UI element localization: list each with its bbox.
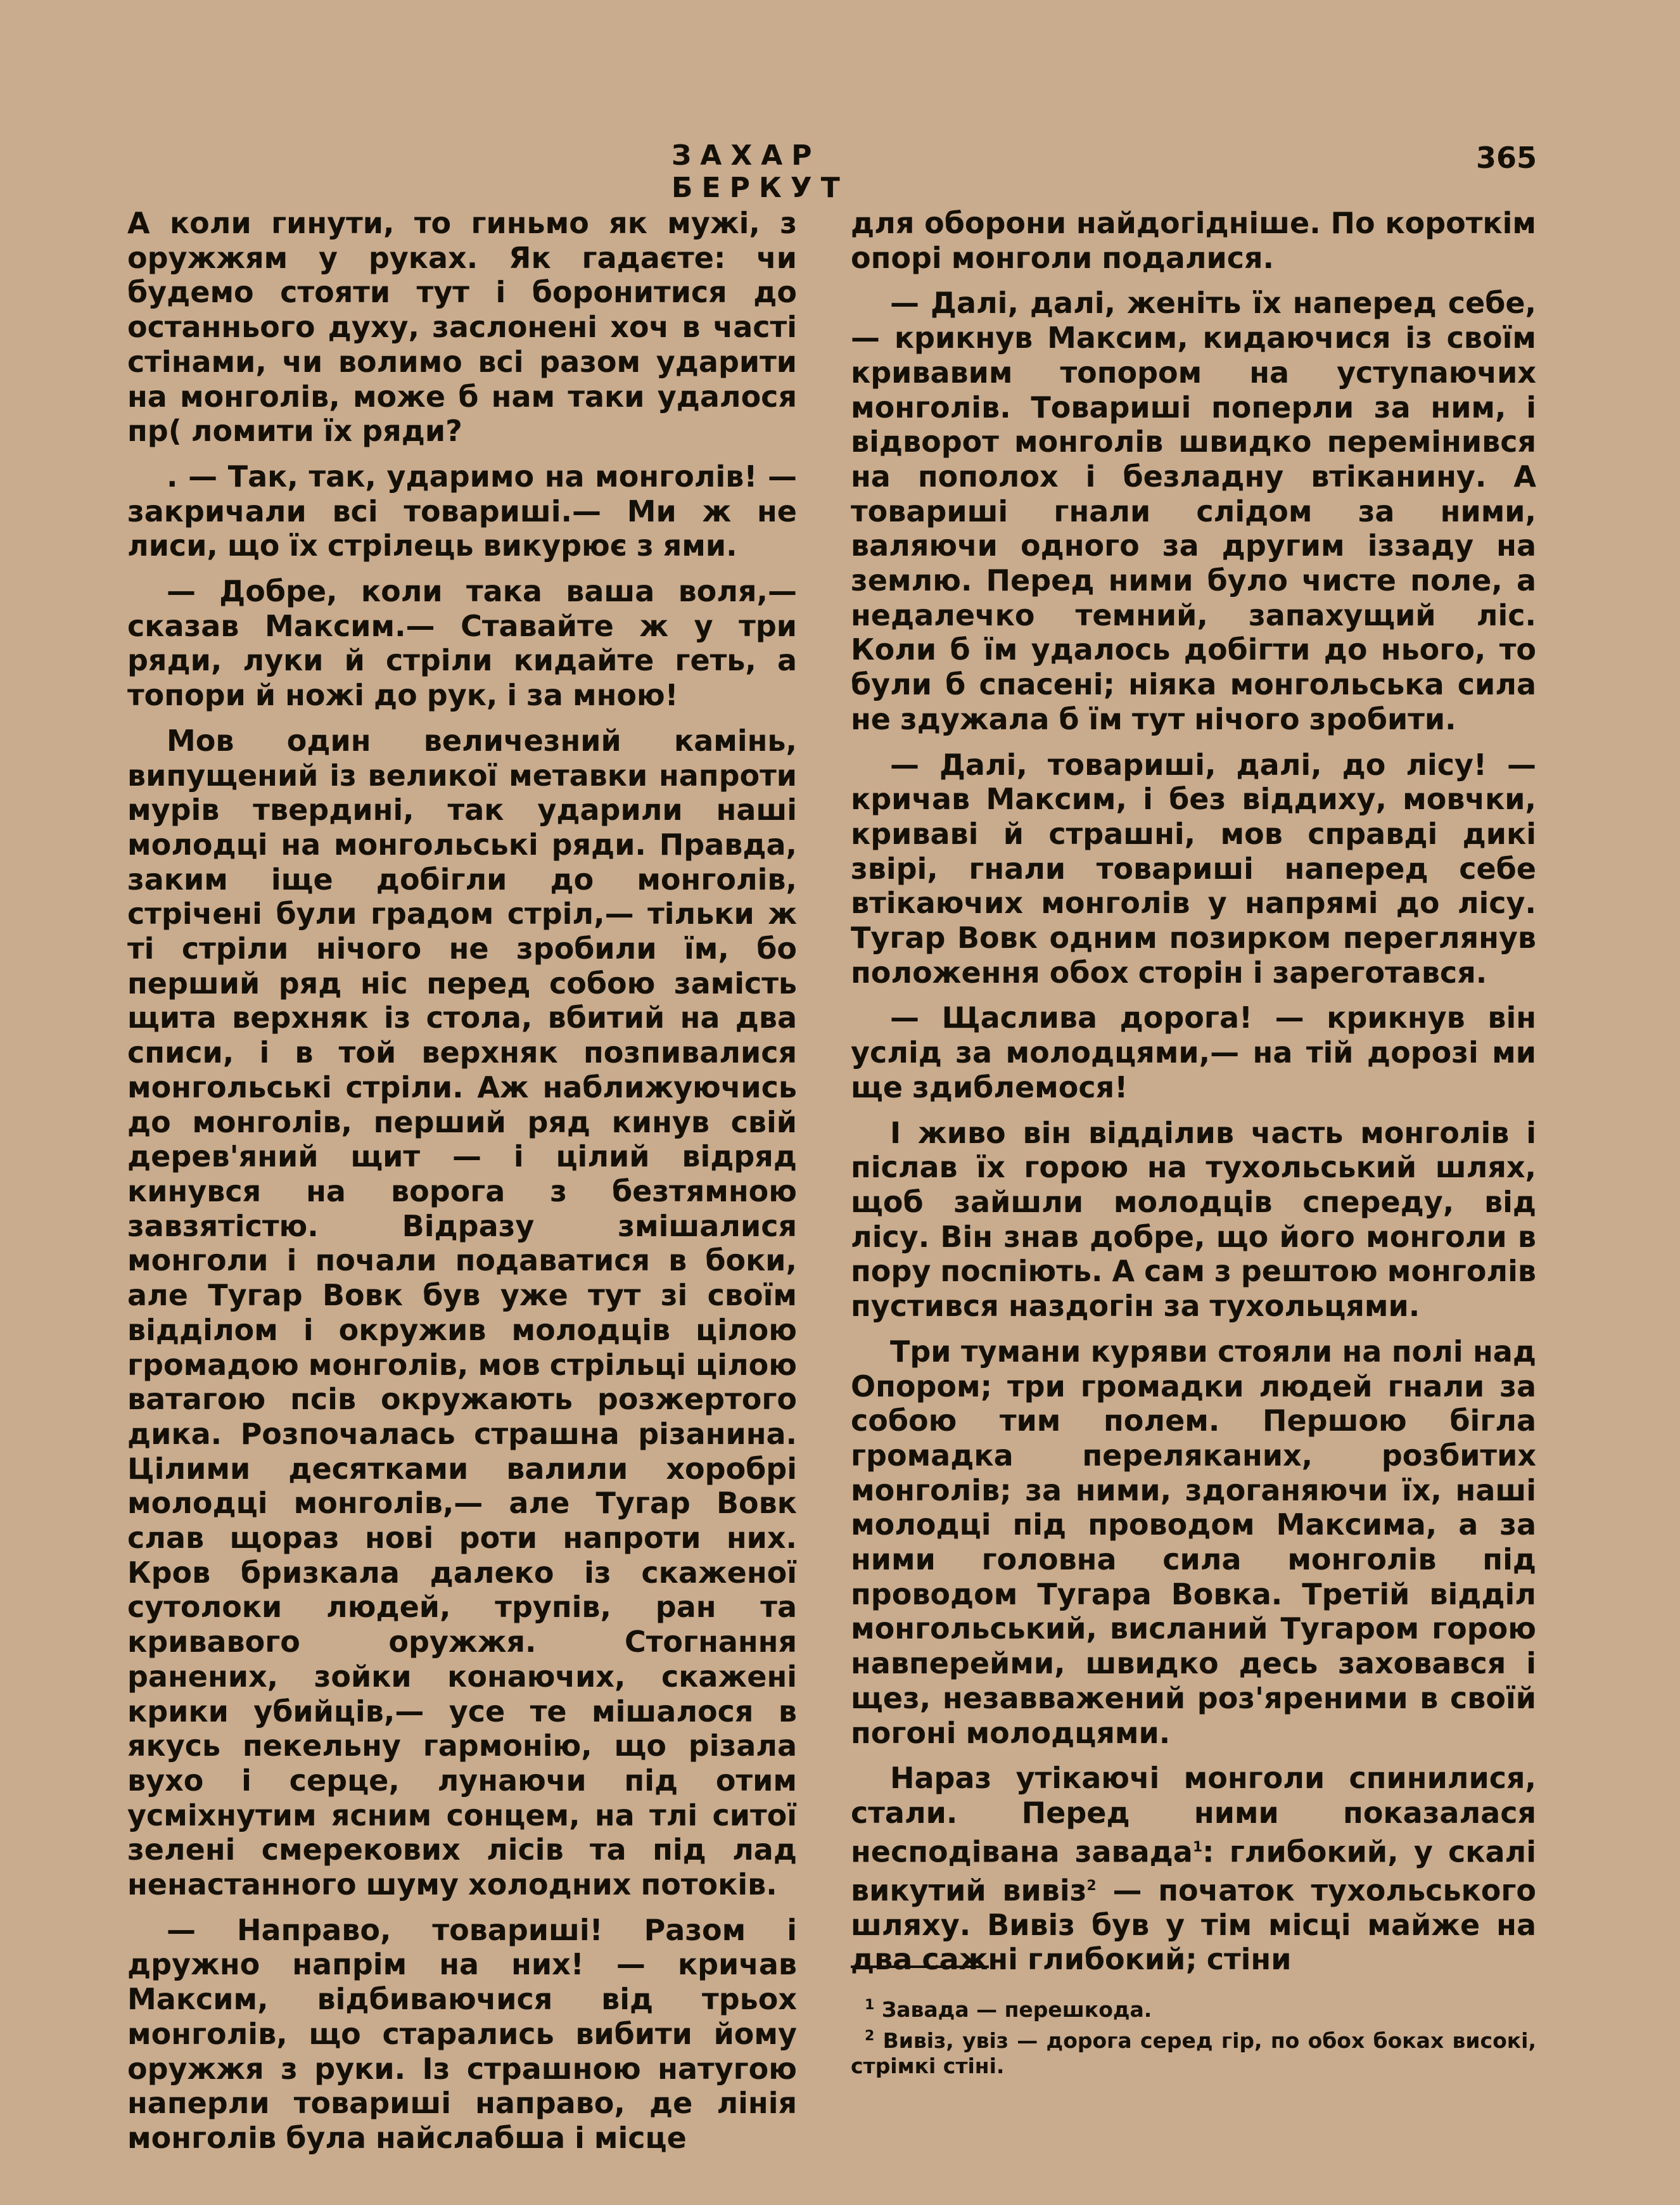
paragraph: Три тумани куряви стояли на полі над Опором; три громадки людей гнали за собою тим полем. Першою бігла громадка переляканих, розбитих монголів; за ними, здоганяючи їх, наші молодці під проводом Максима, а за ними головна сила монголів під проводом Тугара Вовка. Третій відділ монгольський, висланий Тугаром горою навперейми, швидко десь заховався і щез, незавважений роз'яреними в своїй погоні молодцями. [851,1334,1536,1750]
text-run: — початок тухольського шляху. Вивіз був у тім місці майже на два сажні глибокий; стіни [851,1873,1536,1977]
left-column [127,206,797,2166]
footnote [851,1993,1536,2023]
footnote-marker: 1 [1192,1839,1203,1855]
text-run: Нараз утікаючі монголи спинилися, стали. Перед ними показалася несподівана завада [851,1761,1536,1869]
footnote-text: Завада — перешкода. [881,1997,1152,2022]
paragraph: І живо він відділив часть монголів і післав їх горою на тухольський шлях, щоб зайшли молодців спереду, від лісу. Він знав добре, що його монголи в пору поспіють. А сам з рештою монголів пустився наздогін за тухольцями. [851,1115,1536,1324]
paragraph: — Направо, товариші! Разом і дружно напрім на них! — кричав Максим, відбиваючися від трьох монголів, що старались вибити йому оружжя з руки. Із страшною натугою наперли товариші направо, де лінія монголів була найслабша і місце [127,1912,797,2155]
footnote-marker: 1 [865,1997,875,2013]
page-number: 365 [1476,141,1537,175]
footnote-text: Вивіз, увіз — дорога серед гір, по обох боках високі, стрімкі стіні. [851,2028,1536,2078]
running-title: ЗАХАР БЕРКУТ [671,139,849,204]
footnote-marker: 2 [865,2028,875,2044]
paragraph: — Щаслива дорога! — крикнув він услід за молодцями,— на тій дорозі ми ще здиблемося! [851,1000,1536,1104]
paragraph: . — Так, так, ударимо на монголів! — закричали всі товариші.— Ми ж не лиси, що їх стрілець викурює з ями. [127,459,797,563]
paragraph [851,1761,1536,1977]
footnote [851,2024,1536,2079]
footnotes [851,1993,1536,2080]
paragraph: — Добре, коли така ваша воля,— сказав Максим.— Ставайте ж у три ряди, луки й стріли кидайте геть, а топори й ножі до рук, і за мною! [127,574,797,713]
paragraph: А коли гинути, то гиньмо як мужі, з оружжям у руках. Як гадаєте: чи будемо стояти тут і боронитися до останнього духу, заслонені хоч в часті стінами, чи волимо всі разом ударити на монголів, може б нам таки удалося пр( ломити їх ряди? [127,206,797,449]
paragraph: — Далі, далі, женіть їх наперед себе,— крикнув Максим, кидаючися із своїм кривавим топором на уступаючих монголів. Товариші поперли за ним, і відворот монголів швидко перемінився на пополох і безладну втіканину. А товариші гнали слідом за ними, валяючи одного за другим іззаду на землю. Перед ними було чисте поле, а недалечко темний, запахущий ліс. Коли б їм удалось добігти до нього, то були б спасені; ніяка монгольська сила не здужала б їм тут нічого зробити. [851,286,1536,736]
footnote-divider [851,1965,989,1968]
paragraph: — Далі, товариші, далі, до лісу! — кричав Максим, і без віддиху, мовчки, криваві й страшні, мов справді дикі звірі, гнали товариші наперед себе втікаючих монголів у напрямі до лісу. Тугар Вовк одним позирком переглянув положення обох сторін і зареготався. [851,747,1536,990]
right-column [851,206,1536,1988]
paragraph-continuation: для оборони найдогідніше. По короткім опорі монголи подалися. [851,206,1536,275]
paragraph: Мов один величезний камінь, випущений із великої метавки напроти мурів твердині, так ударили наші молодці на монгольські ряди. Правда, заким іще добігли до монголів, стрічені були градом стріл,— тільки ж ті стріли нічого не зробили їм, бо перший ряд ніс перед собою замість щита верхняк із стола, вбитий на два списи, і в той верхняк позпивалися монгольські стріли. Аж наближуючись до монголів, перший ряд кинув свій дерев'яний щит — і цілий відряд кинувся на ворога з безтямною завзятістю. Відразу змішалися монголи і почали подаватися в боки, але Тугар Вовк був уже тут зі своїм відділом і окружив молодців цілою громадою монголів, мов стрільці цілою ватагою псів окружають розжертого дика. Розпочалась страшна різанина. Цілими десятками валили хоробрі молодці монголів,— але Тугар Вовк слав щораз нові роти напроти них. Кров бризкала далеко із скаженої сутолоки людей, трупів, ран та кривавого оружжя. Стогнання ранених, зойки конаючих, скажені крики убийців,— усе те мішалося в якусь пекельну гармонію, що різала вухо і серце, лунаючи під отим усміхнутим ясним сонцем, на тлі ситої зелені смерекових лісів та під лад ненастанного шуму холодних потоків. [127,723,797,1902]
footnote-marker: 2 [1086,1877,1097,1894]
text-run: : глибокий, у скалі викутий вивіз [851,1834,1537,1907]
